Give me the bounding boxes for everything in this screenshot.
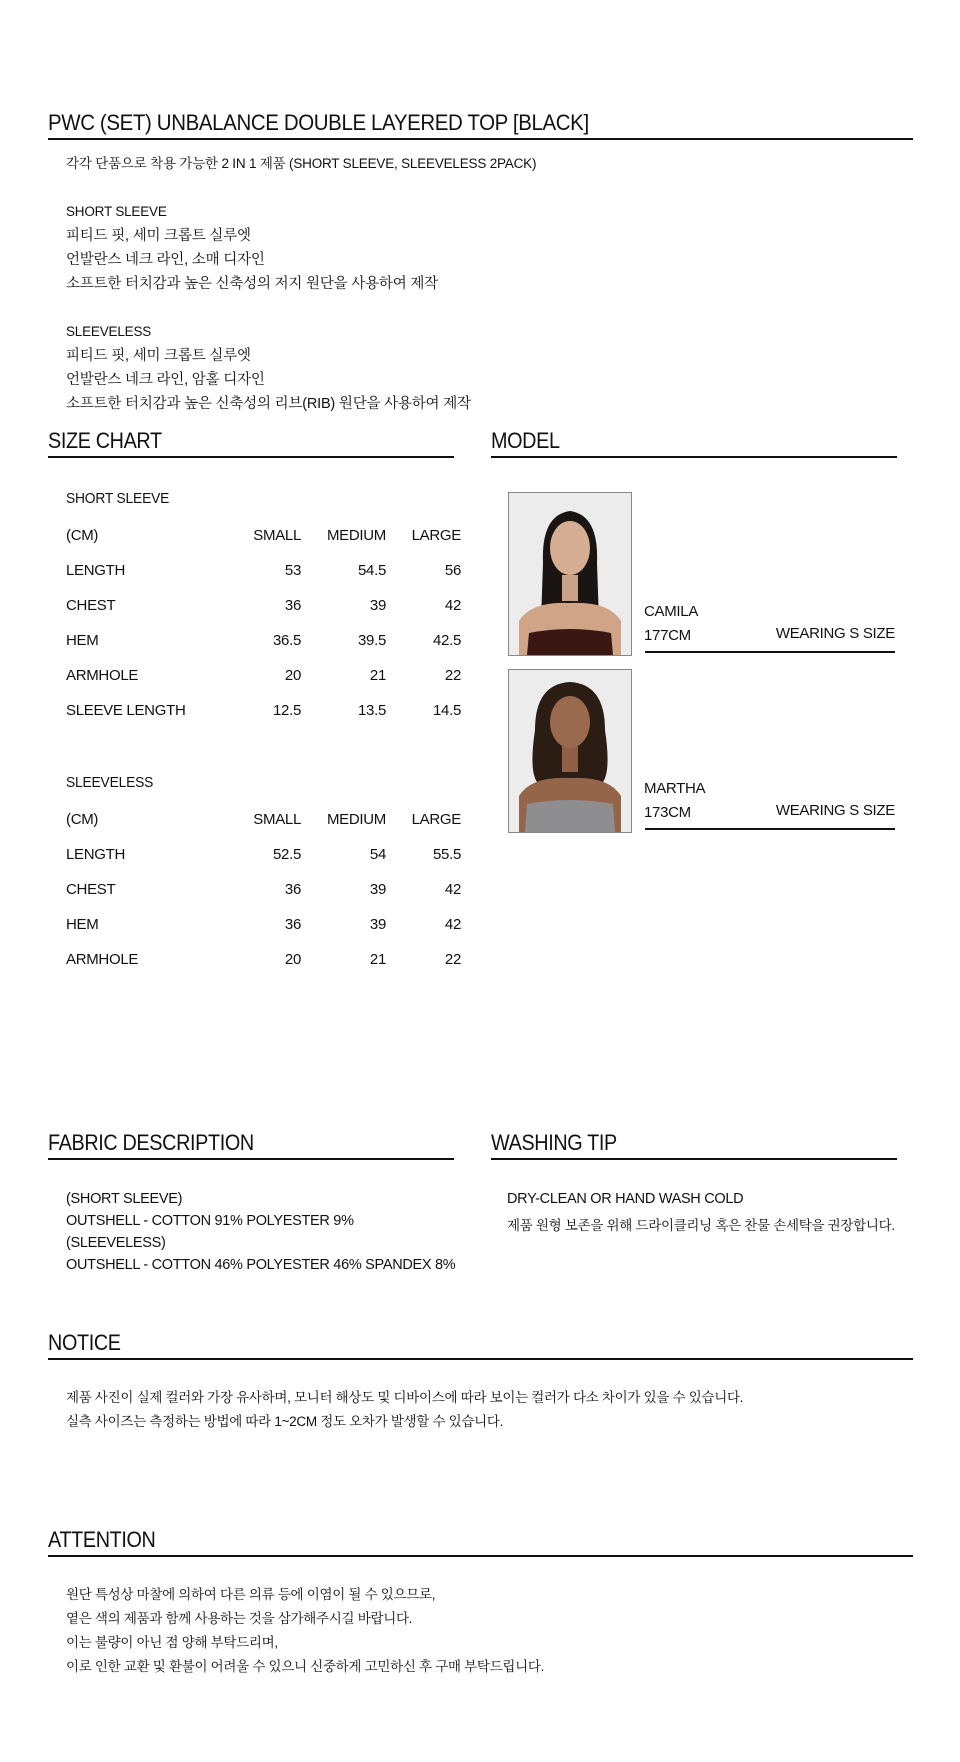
attention-text [66, 1583, 544, 1679]
table-cell: 21 [369, 667, 386, 684]
short-sleeve-heading: SHORT SLEEVE [66, 204, 167, 219]
table-cell: 36 [284, 597, 301, 614]
notice-divider [48, 1358, 913, 1360]
notice-title: NOTICE [48, 1330, 121, 1355]
table-cell: CHEST [66, 881, 116, 898]
washing-divider [491, 1158, 897, 1160]
table-cell: 13.5 [358, 702, 386, 719]
table-cell: SMALL [253, 527, 301, 544]
table-cell: HEM [66, 632, 99, 649]
washing-line-2: 제품 원형 보존을 위해 드라이클리닝 혹은 찬물 손세탁을 권장합니다. [507, 1218, 895, 1233]
table-cell: 56 [444, 562, 461, 579]
fabric-divider [48, 1158, 454, 1160]
table-cell: 42 [444, 881, 461, 898]
size-table-name: SHORT SLEEVE [66, 490, 170, 507]
fabric-description [66, 1188, 455, 1276]
table-row [66, 872, 461, 907]
table-cell: 39.5 [358, 632, 386, 649]
sleeveless-description [66, 320, 471, 416]
table-cell: SLEEVE LENGTH [66, 702, 186, 719]
model-height-camila: 177CM [644, 627, 691, 644]
table-cell: MEDIUM [326, 527, 386, 544]
fabric-line: OUTSHELL - COTTON 46% POLYESTER 46% SPANDEX 8% [66, 1257, 456, 1273]
model-title: MODEL [491, 428, 560, 453]
attention-title: ATTENTION [48, 1527, 156, 1552]
table-cell: SMALL [253, 811, 301, 828]
model-name-martha: MARTHA [644, 780, 706, 797]
table-cell: 36.5 [273, 632, 301, 649]
fabric-line: (SHORT SLEEVE) [66, 1191, 183, 1207]
model-divider-camila [645, 651, 895, 653]
short-sleeve-description [66, 200, 438, 296]
table-row [66, 588, 461, 623]
model-height-martha: 173CM [644, 804, 691, 821]
table-cell: 22 [444, 667, 461, 684]
table-cell: 42.5 [433, 632, 461, 649]
model-wearing-martha: WEARING S SIZE [775, 802, 895, 819]
table-cell: ARMHOLE [66, 667, 139, 684]
model-divider-martha [645, 828, 895, 830]
short-sleeve-line: 피티드 핏, 세미 크롭트 실루엣 [66, 228, 251, 244]
size-table-sleeveless [66, 802, 461, 977]
table-cell: ARMHOLE [66, 951, 139, 968]
table-header-row [66, 518, 461, 553]
table-cell: LENGTH [66, 846, 126, 863]
table-cell: LARGE [411, 811, 461, 828]
table-cell: (CM) [66, 811, 99, 828]
short-sleeve-line: 소프트한 터치감과 높은 신축성의 저지 원단을 사용하여 제작 [66, 276, 438, 292]
model-name-camila: CAMILA [644, 603, 699, 620]
notice-line: 제품 사진이 실제 컬러와 가장 유사하며, 모니터 해상도 및 디바이스에 따라 보이는 컬러가 다소 차이가 있을 수 있습니다. [66, 1390, 744, 1405]
table-row [66, 942, 461, 977]
table-cell: LARGE [411, 527, 461, 544]
fabric-line: OUTSHELL - COTTON 91% POLYESTER 9% [66, 1213, 354, 1229]
table-cell: LENGTH [66, 562, 126, 579]
size-table-short-sleeve [66, 518, 461, 728]
table-cell: HEM [66, 916, 99, 933]
sleeveless-line: 피티드 핏, 세미 크롭트 실루엣 [66, 348, 251, 364]
sleeveless-line: 소프트한 터치감과 높은 신축성의 리브(RIB) 원단을 사용하여 제작 [66, 396, 471, 412]
table-cell: 42 [444, 597, 461, 614]
sleeveless-line: 언발란스 네크 라인, 암홀 디자인 [66, 372, 265, 388]
table-cell: (CM) [66, 527, 99, 544]
table-cell: 14.5 [433, 702, 461, 719]
table-cell: 54 [369, 846, 386, 863]
table-cell: 42 [444, 916, 461, 933]
product-title: PWC (SET) UNBALANCE DOUBLE LAYERED TOP [BLACK] [48, 110, 589, 135]
attention-line: 이로 인한 교환 및 환불이 어려울 수 있으니 신중하게 고민하신 후 구매 부탁드립니다. [66, 1659, 545, 1674]
table-header-row [66, 802, 461, 837]
fabric-line: (SLEEVELESS) [66, 1235, 166, 1251]
model-photo-martha [508, 669, 632, 833]
table-row [66, 693, 461, 728]
table-cell: 55.5 [433, 846, 461, 863]
table-cell: 12.5 [273, 702, 301, 719]
table-cell: CHEST [66, 597, 116, 614]
table-cell: 39 [369, 916, 386, 933]
title-divider [48, 138, 913, 140]
size-table-name: SLEEVELESS [66, 774, 154, 791]
table-cell: 39 [369, 881, 386, 898]
product-intro: 각각 단품으로 착용 가능한 2 IN 1 제품 (SHORT SLEEVE, SLEEVELESS 2PACK) [66, 156, 537, 171]
table-cell: 21 [369, 951, 386, 968]
size-chart-divider [48, 456, 454, 458]
sleeveless-heading: SLEEVELESS [66, 324, 152, 339]
table-cell: 54.5 [358, 562, 386, 579]
table-row [66, 658, 461, 693]
table-cell: 20 [284, 667, 301, 684]
washing-line-1: DRY-CLEAN OR HAND WASH COLD [507, 1191, 744, 1207]
table-row [66, 623, 461, 658]
attention-line: 옅은 색의 제품과 함께 사용하는 것을 삼가해주시길 바랍니다. [66, 1611, 413, 1626]
table-row [66, 837, 461, 872]
attention-divider [48, 1555, 913, 1557]
fabric-title: FABRIC DESCRIPTION [48, 1130, 254, 1155]
table-cell: 36 [284, 881, 301, 898]
attention-line: 이는 불량이 아닌 점 양해 부탁드리며, [66, 1635, 278, 1650]
table-cell: 22 [444, 951, 461, 968]
model-wearing-camila: WEARING S SIZE [775, 625, 895, 642]
table-row [66, 553, 461, 588]
table-cell: 52.5 [273, 846, 301, 863]
size-chart-title: SIZE CHART [48, 428, 162, 453]
model-divider [491, 456, 897, 458]
short-sleeve-line: 언발란스 네크 라인, 소매 디자인 [66, 252, 265, 268]
washing-title: WASHING TIP [491, 1130, 617, 1155]
attention-line: 원단 특성상 마찰에 의하여 다른 의류 등에 이염이 될 수 있으므로, [66, 1587, 436, 1602]
table-cell: 36 [284, 916, 301, 933]
table-cell: 20 [284, 951, 301, 968]
table-cell: 39 [369, 597, 386, 614]
notice-text [66, 1386, 743, 1434]
notice-line: 실측 사이즈는 측정하는 방법에 따라 1~2CM 정도 오차가 발생할 수 있습니다. [66, 1414, 504, 1429]
table-cell: MEDIUM [326, 811, 386, 828]
model-photo-camila [508, 492, 632, 656]
table-row [66, 907, 461, 942]
table-cell: 53 [284, 562, 301, 579]
